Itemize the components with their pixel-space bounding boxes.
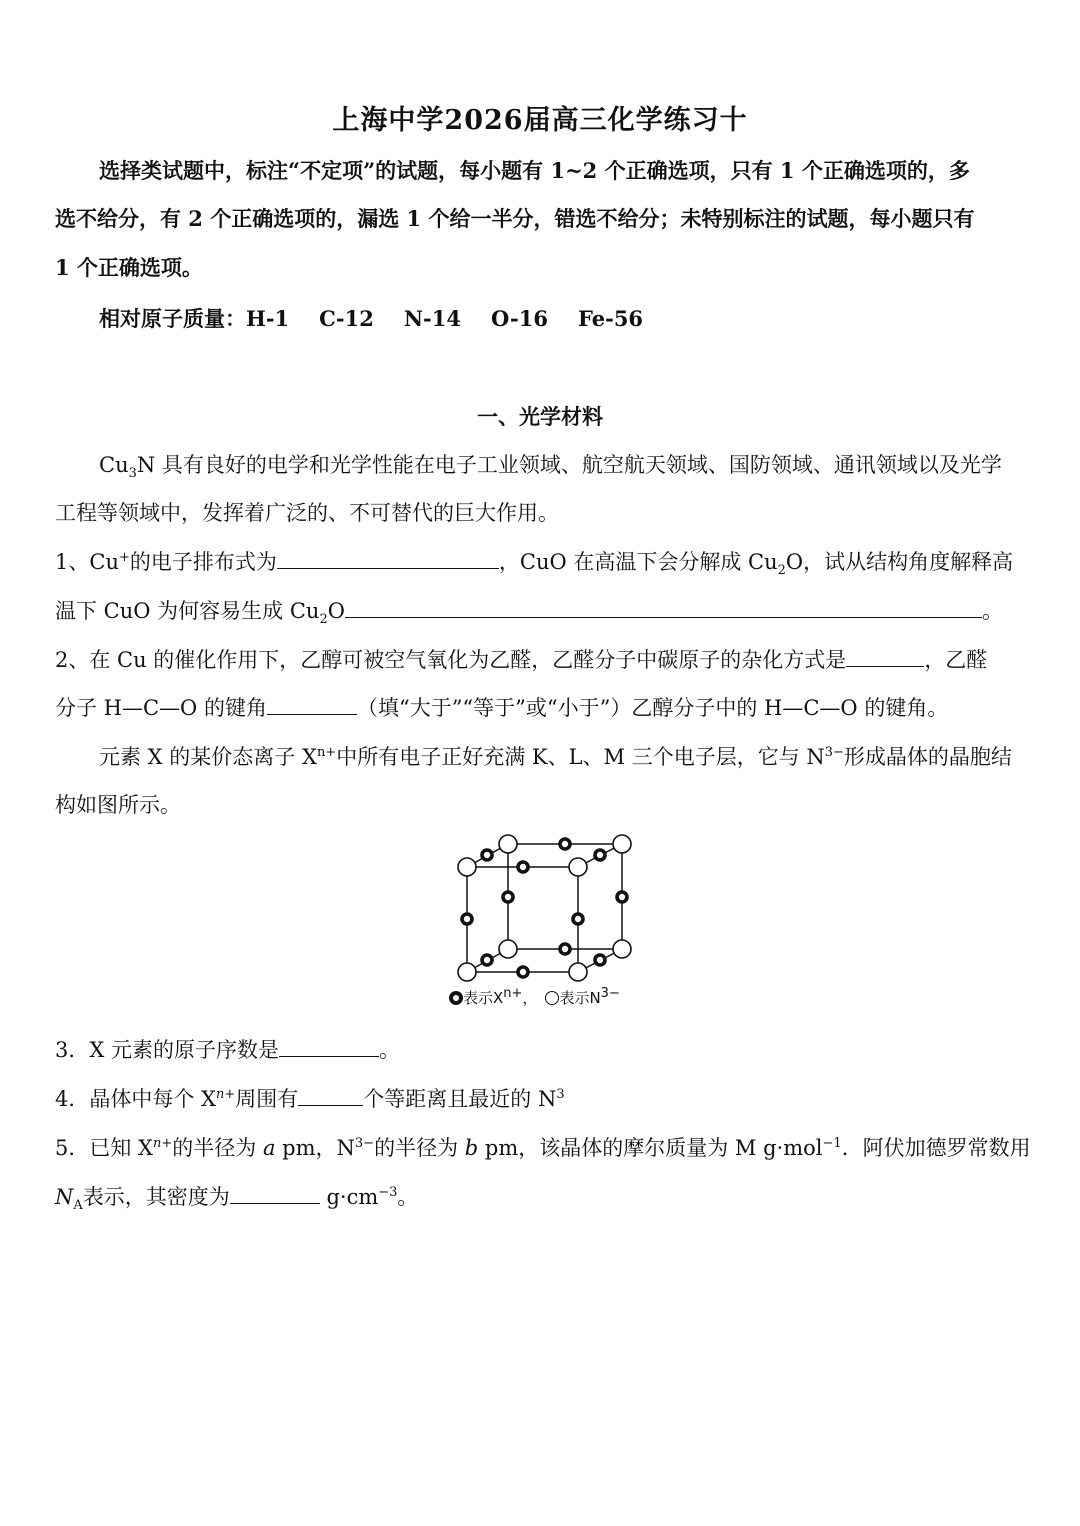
question-1-line-1 (55, 546, 1014, 579)
avogadro-symbol: N (55, 1185, 74, 1209)
sub-2: 2 (777, 563, 786, 579)
answer-blank-5[interactable] (279, 1055, 379, 1057)
n3-ion (499, 940, 517, 958)
q5-text-i: 。 (397, 1185, 419, 1209)
n3-ion (458, 858, 476, 876)
q3-end: 。 (379, 1038, 400, 1062)
superscript-nplus: n+ (153, 1136, 173, 1151)
x-ion (462, 914, 472, 924)
x-ion (482, 955, 492, 965)
diagram-legend (449, 987, 620, 1008)
intro-line-1-text: N 具有良好的电学和光学性能在电子工业领域、航空航天领域、国防领域、通讯领域以及光学 (136, 453, 1002, 477)
passage-text-c: 形成晶体的晶胞结 (843, 745, 1012, 769)
q5-text-h: g·cm (326, 1185, 379, 1209)
answer-blank-1[interactable] (277, 567, 499, 569)
x-ion (503, 892, 513, 902)
question-5-line-1 (55, 1132, 1031, 1162)
q4-text-b: 周围有 (235, 1087, 299, 1111)
superscript-nplus: n+ (316, 745, 337, 760)
x-ion (482, 850, 492, 860)
passage-text-b: 中所有电子正好充满 K、L、M 三个电子层，它与 N (336, 745, 825, 769)
q1-text-a: 的电子排布式为 (129, 550, 277, 574)
q5-text-g: 表示，其密度为 (82, 1185, 230, 1209)
n3-ion (569, 963, 587, 981)
x-ion (573, 914, 583, 924)
superscript-minus1: −1 (822, 1136, 842, 1151)
avogadro-sub: A (73, 1198, 83, 1214)
passage-text-a: 元素 X 的某价态离子 X (99, 745, 317, 769)
n3-ion (499, 835, 517, 853)
q5-text-a: 5．已知 X (55, 1136, 153, 1160)
q5-text-b: 的半径为 (172, 1136, 257, 1160)
q5-text-d: 的半径为 (374, 1136, 459, 1160)
atomic-masses (99, 303, 643, 333)
instruction-line-1: 选择类试题中，标注“不定项”的试题，每小题有 1~2 个正确选项，只有 1 个正确选项的，多 (99, 158, 970, 183)
x-ion (518, 967, 528, 977)
passage-line-2: 构如图所示。 (55, 793, 181, 817)
superscript-3minus: 3− (824, 745, 844, 760)
x-ion (560, 944, 570, 954)
legend-separator: ， (522, 989, 538, 1007)
mass-c: C-12 (319, 306, 374, 331)
n3-ion-legend-icon (545, 991, 559, 1005)
q5-text-c: pm，N (282, 1136, 355, 1160)
mass-n: N-14 (403, 306, 461, 331)
legend-x-sup: n+ (503, 986, 523, 1001)
mass-o: O-16 (490, 306, 548, 331)
question-2-line-2 (55, 692, 948, 722)
q1-text-e: O (327, 599, 345, 623)
legend-x-label: 表示X (463, 989, 504, 1007)
mass-h: H-1 (246, 306, 290, 331)
n3-ion (613, 835, 631, 853)
sub-2: 2 (319, 612, 328, 628)
superscript-nplus: n+ (216, 1087, 236, 1102)
q4-sup: 3 (556, 1087, 565, 1102)
answer-blank-7[interactable] (230, 1202, 320, 1204)
q4-text-a: 4．晶体中每个 X (55, 1087, 216, 1111)
question-1-line-2 (55, 595, 1003, 628)
answer-blank-3[interactable] (846, 665, 924, 667)
question-3 (55, 1034, 400, 1064)
instruction-line-3: 1 个正确选项。 (55, 255, 203, 280)
x-ion (595, 955, 605, 965)
x-ion (617, 892, 627, 902)
x-ion (560, 839, 570, 849)
q1-text-f: 。 (981, 599, 1003, 623)
page-title: 上海中学2026届高三化学练习十 (332, 105, 748, 136)
q1-text-c: O，试从结构角度解释高 (785, 550, 1014, 574)
question-2-line-1 (55, 644, 987, 674)
answer-blank-2[interactable] (345, 616, 982, 618)
section-title: 一、光学材料 (477, 404, 603, 429)
legend-n-sup: 3− (600, 986, 620, 1001)
question-4 (55, 1083, 565, 1113)
n3-ion (613, 940, 631, 958)
x-ion (595, 850, 605, 860)
superscript-3minus: 3− (354, 1136, 375, 1151)
sub-3: 3 (128, 466, 137, 482)
cu-text: Cu (99, 453, 129, 477)
instruction-line-2: 选不给分，有 2 个正确选项的，漏选 1 个给一半分，错选不给分；未特别标注的试题，每小题只有 (55, 206, 975, 231)
question-5-line-2 (55, 1181, 419, 1214)
n3-ion (458, 963, 476, 981)
q2-text-2b: （填“大于”“等于”或“小于”）乙醇分子中的 H—C—O 的键角。 (356, 696, 949, 720)
legend-n-label: 表示N (559, 989, 601, 1007)
q4-text-c: 个等距离且最近的 N (363, 1087, 557, 1111)
q2-text-1-end: ，乙醛 (924, 648, 988, 672)
answer-blank-6[interactable] (298, 1104, 363, 1106)
q5-text-f: ．阿伏加德罗常数用 (841, 1136, 1031, 1160)
q3-text: 3．X 元素的原子序数是 (55, 1038, 279, 1062)
q1-text-d: 温下 CuO 为何容易生成 Cu (55, 599, 320, 623)
var-b: b (464, 1136, 479, 1160)
q1-text-b: ，CuO 在高温下会分解成 Cu (498, 550, 778, 574)
passage-line-1 (99, 741, 1012, 771)
n3-ion (569, 858, 587, 876)
cu-text: Cu (89, 550, 119, 574)
intro-line-1 (99, 449, 1002, 482)
x-ion-legend-icon (449, 991, 463, 1005)
var-a: a (262, 1136, 276, 1160)
q2-text-1: 2、在 Cu 的催化作用下，乙醇可被空气氧化为乙醛，乙醛分子中碳原子的杂化方式是 (55, 648, 847, 672)
superscript-minus3: −3 (378, 1185, 398, 1200)
answer-blank-4[interactable] (267, 713, 357, 715)
superscript-plus: + (118, 550, 130, 565)
q2-text-2a: 分子 H—C—O 的键角 (55, 696, 267, 720)
x-ion (518, 862, 528, 872)
intro-line-2: 工程等领域中，发挥着广泛的、不可替代的巨大作用。 (55, 501, 559, 525)
mass-fe: Fe-56 (577, 306, 644, 331)
q1-number: 1、 (55, 550, 90, 574)
q5-text-e: pm，该晶体的摩尔质量为 M g·mol (484, 1136, 823, 1160)
atomic-masses-label: 相对原子质量： (99, 306, 246, 331)
